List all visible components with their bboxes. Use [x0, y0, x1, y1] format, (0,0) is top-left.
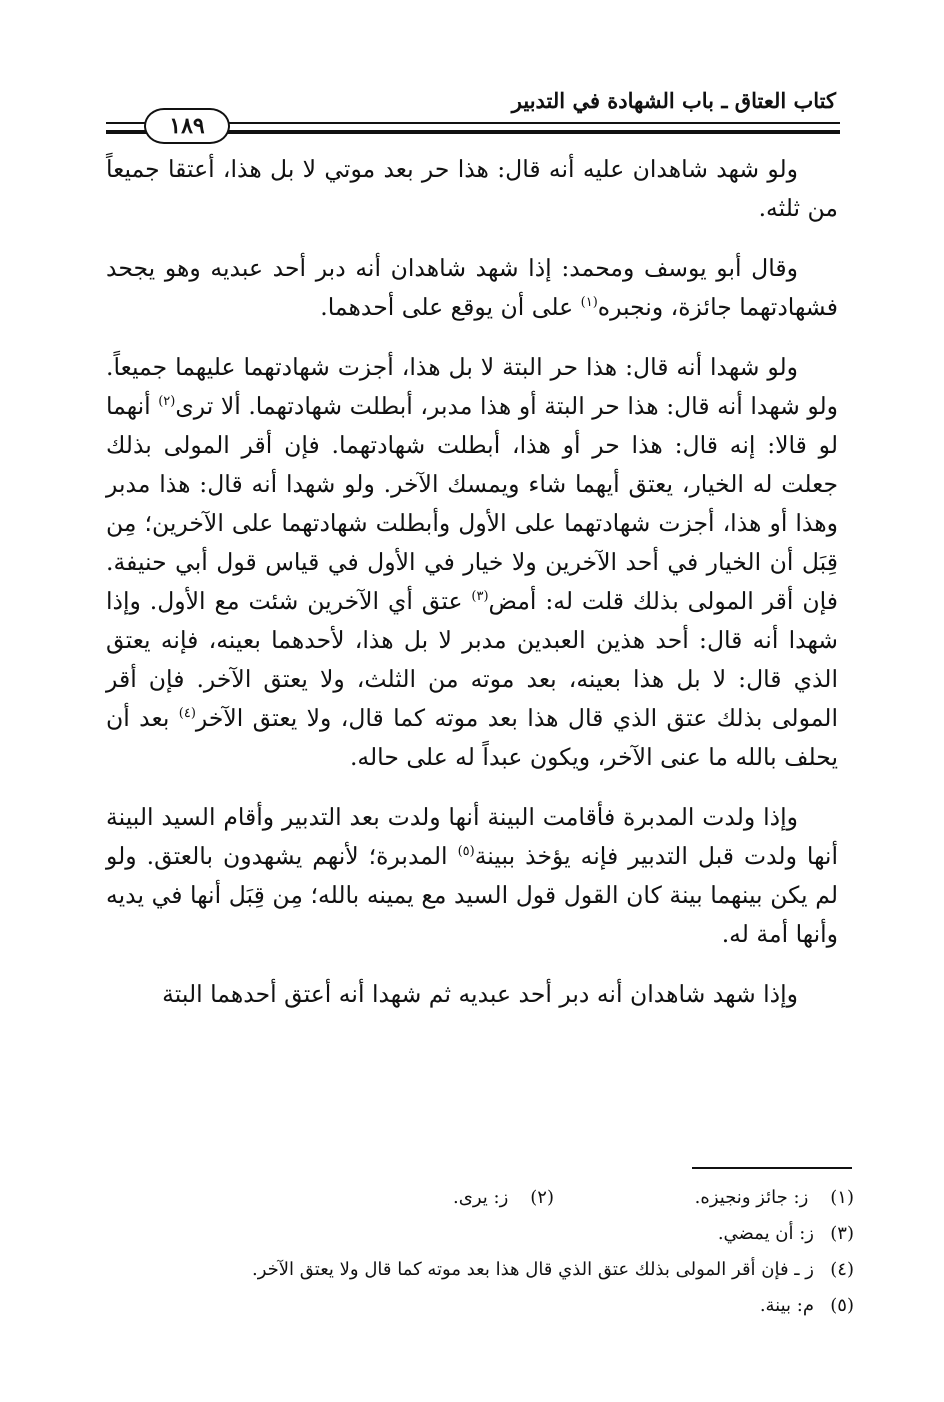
- paragraph: [106, 798, 838, 954]
- footnote-number: (٤): [830, 1259, 854, 1280]
- footnote-3: [100, 1216, 854, 1252]
- running-title: كتاب العتاق ـ باب الشهادة في التدبير: [511, 88, 836, 113]
- footnote-row: [100, 1180, 854, 1216]
- paragraph-text: المدبرة؛ لأنهم يشهدون بالعتق. ولو لم يكن بينهما بينة كان القول قول السيد مع يمينه بالله؛ مِن قِبَل أنها في يديه وأنها أمة له.: [106, 842, 838, 948]
- paragraph-text: ولو شهد شاهدان عليه أنه قال: هذا حر بعد موتي لا بل هذا، أعتقا جميعاً من ثلثه.: [106, 155, 838, 222]
- main-text: [106, 150, 838, 1035]
- footnote-text: ز: يرى.: [453, 1187, 509, 1208]
- footnote-2: [254, 1180, 554, 1216]
- paragraph: [106, 348, 838, 777]
- page-number: ١٨٩: [144, 108, 230, 144]
- footnote-text: ز: جائز ونجيزه.: [694, 1187, 809, 1208]
- paragraph-text: ولو شهدا أنه قال: هذا حر البتة لا بل هذا، أجزت شهادتهما عليهما جميعاً. ولو شهدا أنه قال: هذا حر البتة أو هذا مدبر، أبطلت شهادتهما. ألا ترى: [106, 353, 838, 420]
- footnote-reference: (٢): [158, 394, 176, 410]
- footnote-reference: (١): [580, 295, 598, 311]
- paragraph-text: وقال أبو يوسف ومحمد: إذا شهد شاهدان أنه دبر أحد عبديه وهو يجحد فشهادتهما جائزة، ونجبره: [106, 254, 838, 321]
- footnote-text: ز: أن يمضي.: [717, 1223, 814, 1244]
- paragraph-text: وإذا ولدت المدبرة فأقامت البينة أنها ولدت بعد التدبير وأقام السيد البينة أنها ولدت قبل التدبير فإنه يؤخذ ببينة: [106, 803, 838, 870]
- paragraph: [106, 150, 838, 228]
- footnote-text: ز ـ فإن أقر المولى بذلك عتق الذي قال هذا بعد موته كما قال ولا يعتق الآخر.: [252, 1259, 814, 1280]
- footnote-5: [100, 1288, 854, 1324]
- paragraph: [106, 249, 838, 327]
- footnote-separator: [692, 1167, 852, 1169]
- footnote-1: [554, 1180, 854, 1216]
- paragraph-text: بعد أن يحلف بالله ما عنى الآخر، ويكون عبداً له على حاله.: [106, 704, 838, 771]
- paragraph-text: على أن يوقع على أحدهما.: [320, 293, 581, 321]
- footnote-number: (٥): [830, 1295, 854, 1316]
- footnote-number: (٣): [830, 1223, 854, 1244]
- paragraph-text: أنهما لو قالا: إنه قال: هذا حر أو هذا، أبطلت شهادتهما. فإن أقر المولى بذلك جعلت له الخيار، يعتق أيهما شاء ويمسك الآخر. ولو شهدا أنه قال: هذا مدبر وهذا أو هذا، أجزت شهادتهما على الأول وأبطلت شهادتهما على الآخرين؛ مِن قِبَل أن الخيار في أحد الآخرين ولا خيار في الأول في قياس قول أبي حنيفة. فإن أقر المولى بذلك قلت له: أمض: [106, 392, 838, 615]
- paragraph-text: وإذا شهد شاهدان أنه دبر أحد عبديه ثم شهدا أنه أعتق أحدهما البتة: [162, 980, 798, 1008]
- footnote-4: [100, 1252, 854, 1288]
- footnote-text: م: بينة.: [759, 1295, 814, 1316]
- footnote-reference: (٥): [457, 844, 475, 860]
- footnote-number: (٢): [530, 1187, 554, 1208]
- footnotes: [100, 1180, 854, 1324]
- paragraph: [106, 975, 838, 1014]
- footnote-number: (١): [830, 1187, 854, 1208]
- footnote-reference: (٣): [471, 589, 489, 605]
- footnote-reference: (٤): [178, 706, 196, 722]
- paragraph-text: عتق أي الآخرين شئت مع الأول. وإذا شهدا أنه قال: أحد هذين العبدين مدبر لا بل هذا، لأحدهما بعينه، فإنه يعتق الذي قال: لا بل هذا بعينه، بعد موته من الثلث، ولا يعتق الآخر. فإن أقر المولى بذلك عتق الذي قال هذا بعد موته كما قال، ولا يعتق الآخر: [106, 587, 838, 732]
